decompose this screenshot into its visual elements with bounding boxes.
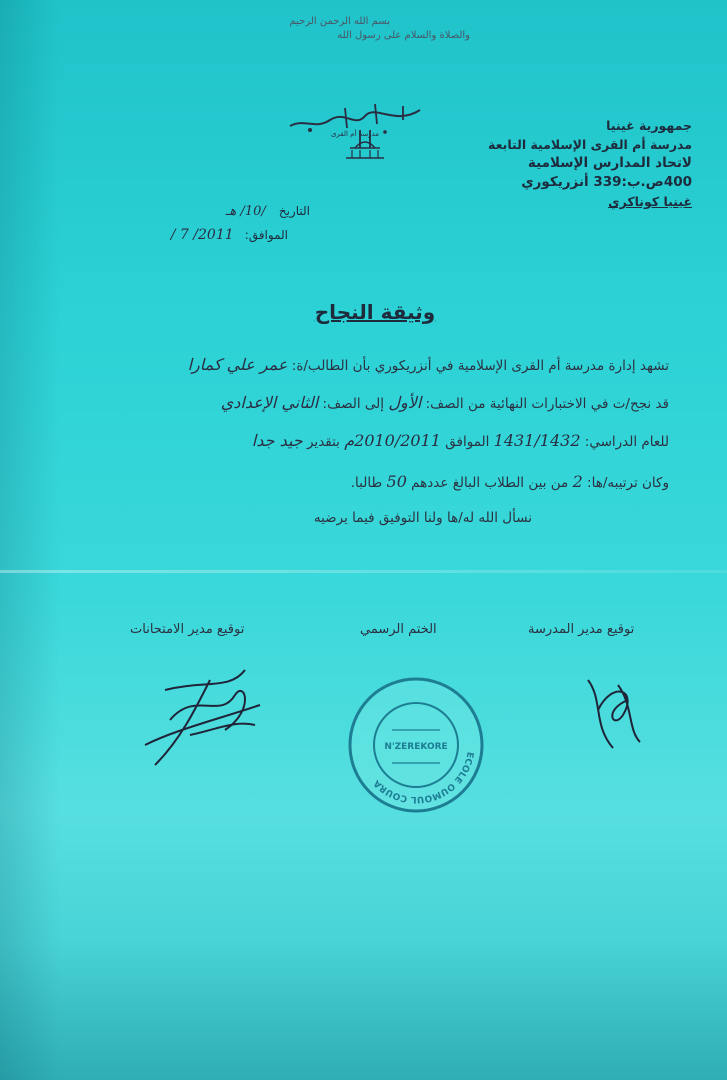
gregorian-date-label: الموافق: (244, 228, 288, 242)
certificate-line-2 (221, 393, 669, 412)
line3-text-b: الموافق (445, 434, 490, 450)
line2-text-b: إلى الصف: (322, 396, 385, 412)
student-count: 50 (386, 472, 407, 491)
line3-text-a: للعام الدراسي: (584, 434, 669, 450)
line4-text-c: طالبا. (350, 475, 383, 491)
certificate-line-3 (252, 431, 669, 450)
letterhead-city: غينيا كوناكري (608, 194, 692, 209)
certificate-line-5 (314, 510, 532, 526)
line3-text-c: بتقدير (306, 434, 340, 450)
logo-text: مدرسة أم القرى (330, 130, 380, 138)
line4-text-b: من بين الطلاب البالغ عددهم (411, 475, 569, 491)
certificate-line-1 (188, 355, 669, 374)
line5-text: نسأل الله له/ها ولنا التوفيق فيما يرضيه (313, 510, 532, 526)
mosque-icon (338, 118, 392, 162)
stamp-inner-text: N'ZEREKORE (384, 742, 448, 752)
line2-text-a: قد نجح/ت في الاختبارات النهائية من الصف: (425, 396, 669, 412)
exam-director-label: توقيع مدير الامتحانات (130, 622, 245, 637)
basmala: بسم الله الرحمن الرحيم (289, 16, 390, 27)
hijri-year: 1431/1432 (493, 431, 581, 450)
gregorian-date-row (128, 224, 288, 243)
exam-director-signature (135, 650, 275, 770)
letterhead-union: لاتحاد المدارس الإسلامية (527, 155, 692, 171)
letterhead (412, 116, 692, 211)
bottom-shadow (0, 940, 727, 1080)
student-name: عمر علي كمارا (187, 355, 288, 374)
letterhead-school: مدرسة أم القرى الإسلامية التابعة (488, 137, 692, 152)
left-shadow (0, 0, 60, 1080)
letterhead-country: جمهورية غينيا (606, 118, 692, 133)
official-stamp-label: الختم الرسمي (360, 622, 437, 637)
hijri-date-value: /10/ هـ (225, 204, 266, 219)
line4-text-a: وكان ترتيبه/ها: (587, 475, 669, 491)
school-director-label: توقيع مدير المدرسة (528, 622, 635, 637)
paper-fold (0, 570, 727, 573)
line1-text: تشهد إدارة مدرسة أم القرى الإسلامية في أنزريكوري بأن الطالب/ة: (291, 358, 669, 374)
certificate-line-4 (351, 472, 669, 491)
to-grade: الثاني الإعدادي (220, 393, 319, 412)
document-title: وثيقة النجاح (314, 300, 436, 324)
from-grade: الأول (388, 393, 422, 412)
official-stamp (346, 675, 486, 815)
hijri-date-label: التاريخ (278, 204, 310, 218)
rank-value: 2 (572, 472, 583, 491)
grade-mention: جيد جدا (251, 431, 303, 450)
gregorian-date-value: 2011/ 7 / (170, 227, 234, 243)
salat-line: والصلاة والسلام على رسول الله (337, 30, 470, 41)
letterhead-address: 400ص.ب:339 أنزريكوري (521, 174, 692, 190)
school-director-signature (578, 670, 648, 755)
hijri-date-row (160, 200, 310, 219)
stamp-outer-text: ECOLE OUMOUL COURA (372, 750, 475, 805)
gregorian-year: 2010/2011م (344, 431, 441, 450)
